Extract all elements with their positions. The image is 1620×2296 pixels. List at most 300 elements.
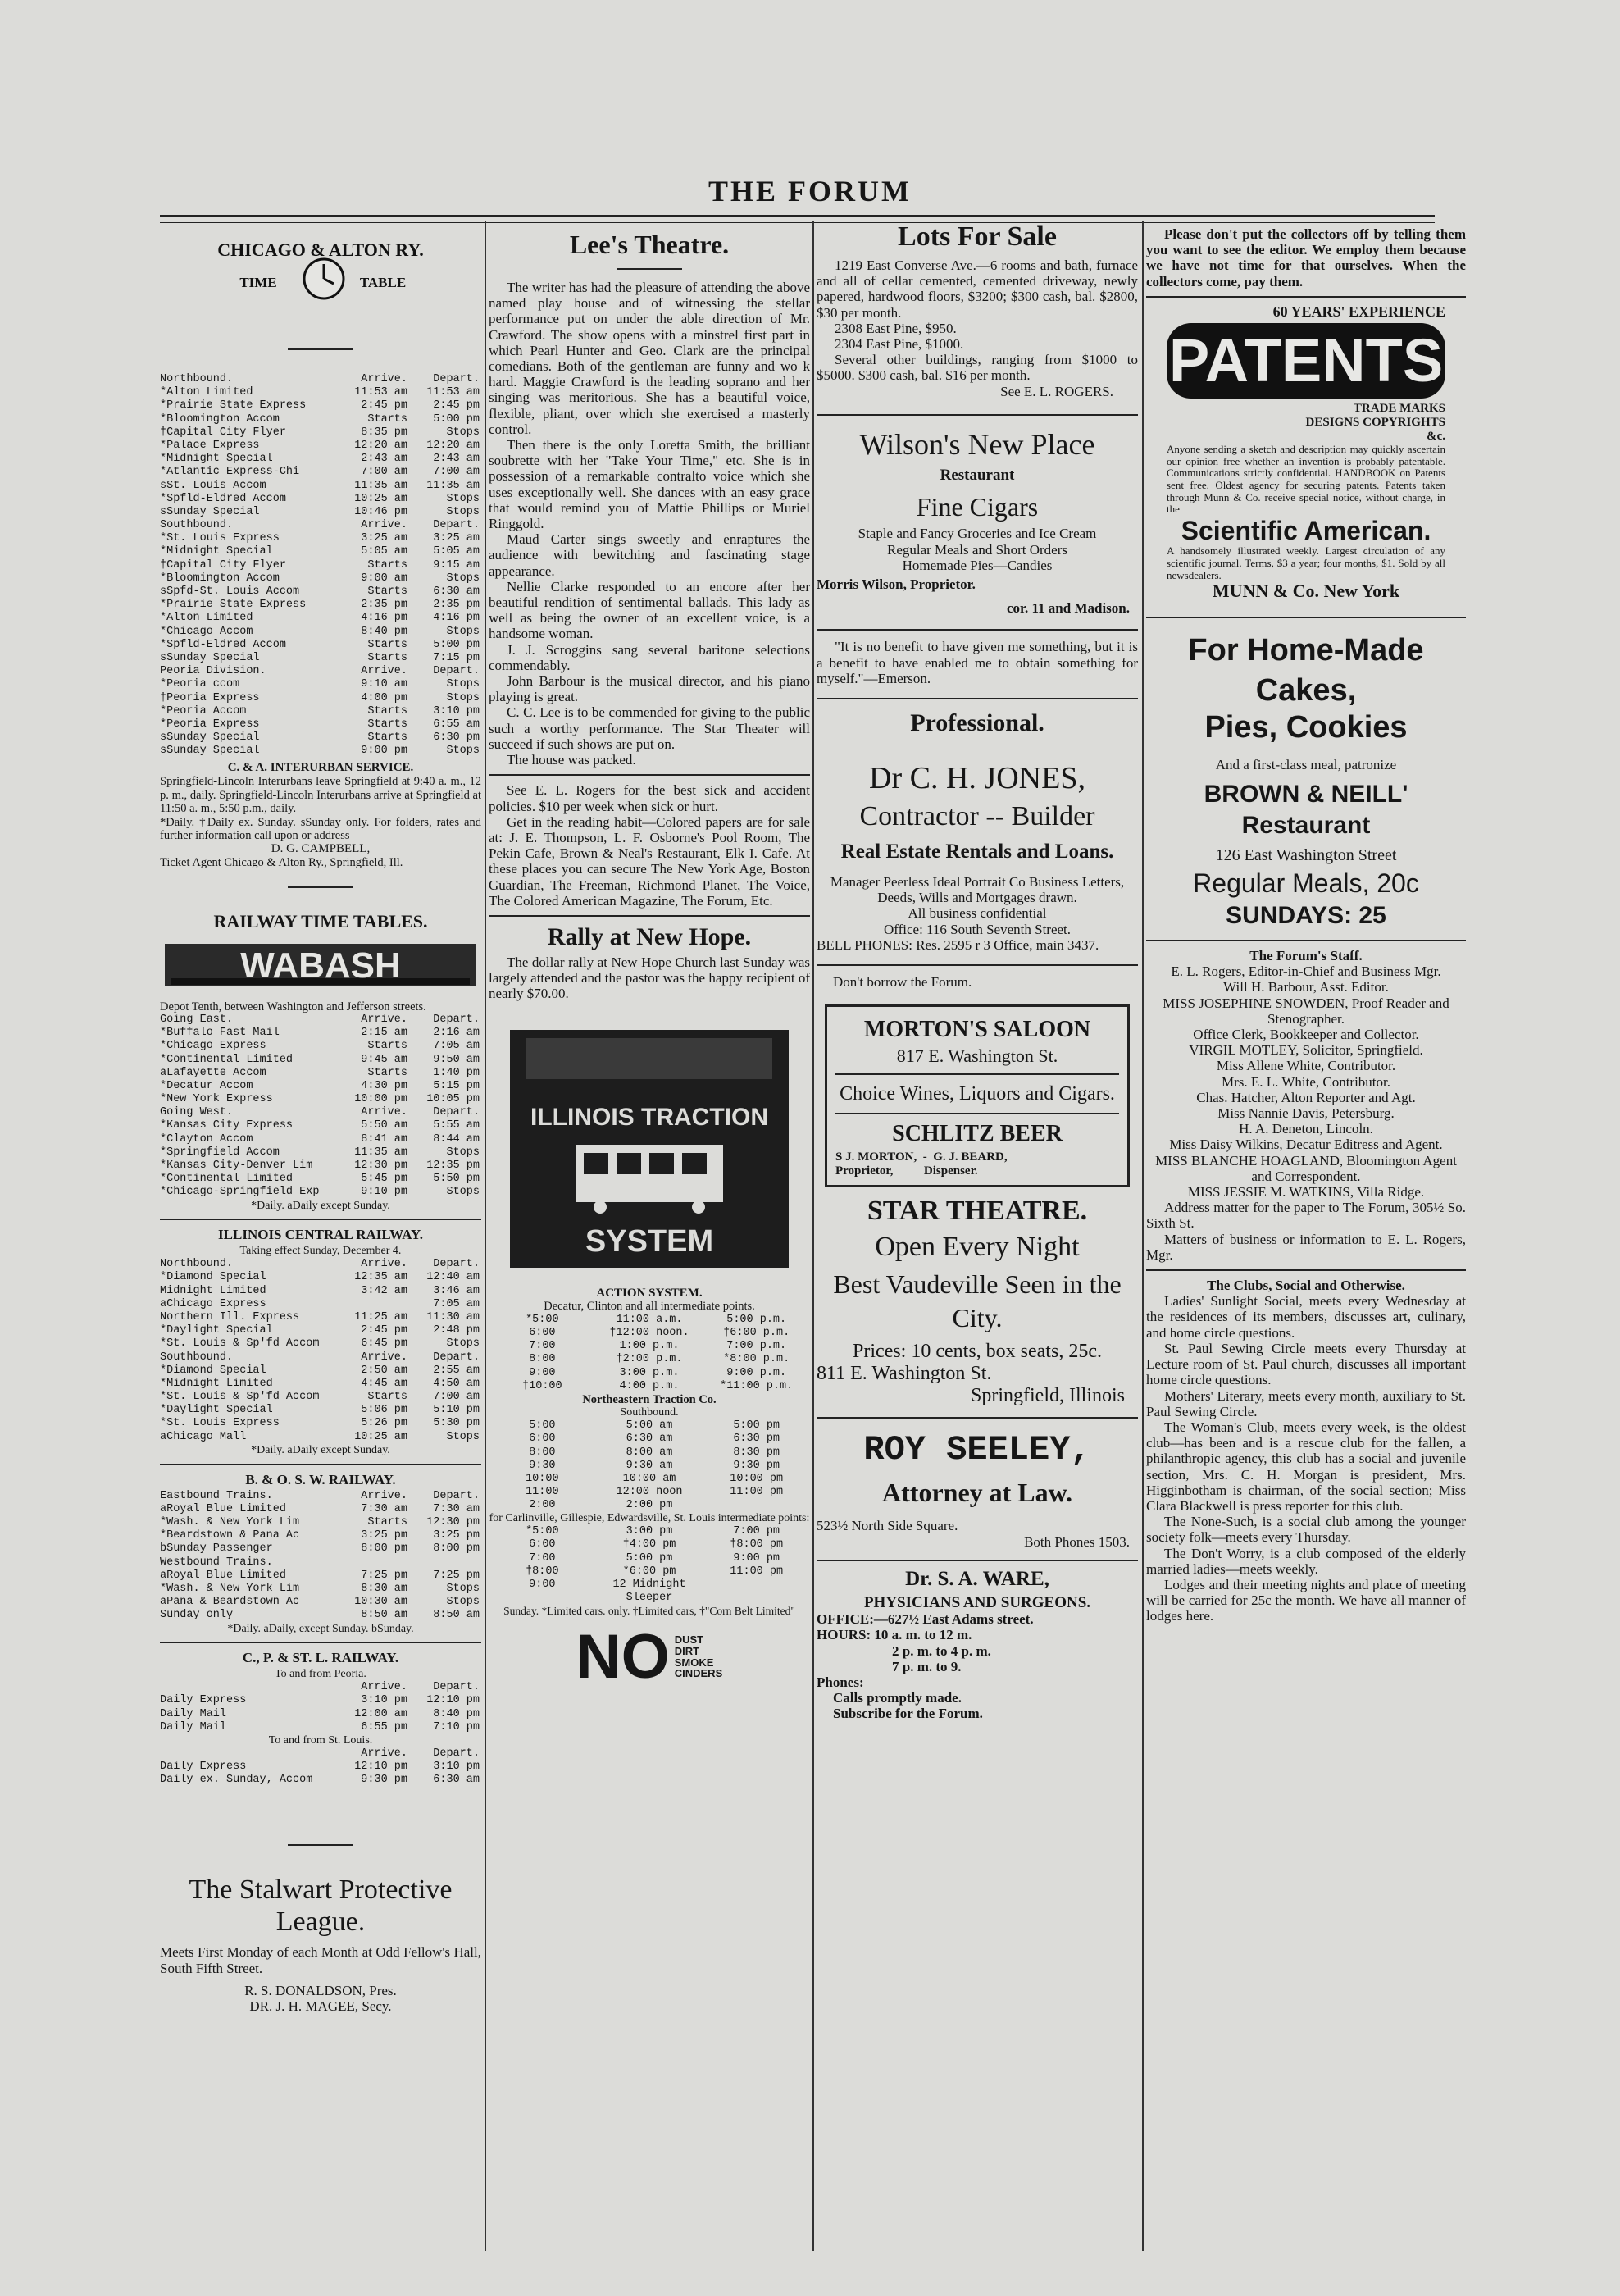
- arrive-time: Arrive.: [361, 373, 407, 385]
- depart-time: Depart.: [433, 519, 480, 532]
- train-name: Eastbound Trains.: [160, 1489, 273, 1502]
- northeastern-sub: Southbound.: [620, 1406, 679, 1419]
- cv-timetable: [489, 1525, 810, 1605]
- arrive-time: 4:45 am: [361, 1377, 407, 1390]
- emerson-quote: "It is no benefit to have given me something, but it is a benefit to have enabled me to obtain something for myself."—Emerson.: [817, 639, 1138, 686]
- timetable-row: [160, 612, 481, 625]
- arrive-time: 12:00 am: [354, 1707, 407, 1720]
- masthead: THE FORUM: [708, 175, 912, 207]
- timetable-row: [160, 731, 481, 745]
- train-name: [160, 1681, 340, 1694]
- schedule-time: 1:00 p.m.: [619, 1340, 680, 1353]
- cps-from-stl: To and from St. Louis.: [268, 1733, 373, 1747]
- schedule-time: †10:00: [522, 1379, 562, 1392]
- brown-addr: 126 East Washington Street: [1215, 846, 1397, 865]
- wilson-addr: cor. 11 and Madison.: [1006, 600, 1130, 617]
- train-name: Daily Mail: [160, 1720, 227, 1733]
- no-dust-ad: [489, 1621, 810, 1692]
- wabash-train-icon: [160, 939, 481, 991]
- arrive-time: 11:35 am: [354, 1146, 407, 1159]
- arrive-time: 5:26 pm: [361, 1417, 407, 1430]
- train-name: *Daylight Special: [160, 1404, 273, 1417]
- depart-time: 7:10 pm: [433, 1720, 480, 1733]
- jones-title: Contractor -- Builder: [859, 800, 1095, 831]
- bosw-title: B. & O. S. W. RAILWAY.: [245, 1471, 396, 1487]
- timetable-row: [160, 1516, 481, 1529]
- homemade-2: Cakes,: [1255, 673, 1357, 708]
- divider: [1146, 296, 1466, 298]
- alton-logo-left: TIME: [239, 275, 277, 290]
- depart-time: 11:35 am: [426, 479, 480, 492]
- staff-line: Chas. Hatcher, Alton Reporter and Agt.: [1196, 1089, 1416, 1105]
- depart-time: 10:05 pm: [426, 1093, 480, 1106]
- train-name: *Kansas City-Denver Lim: [160, 1159, 313, 1172]
- lots-pine2: 2304 East Pine, $1000.: [835, 336, 964, 353]
- depart-time: 6:30 am: [433, 1774, 480, 1787]
- jones-phones: BELL PHONES: Res. 2595 r 3 Office, main 3437.: [817, 936, 1099, 953]
- arrive-time: 12:10 pm: [354, 1760, 407, 1773]
- timetable-row: [160, 1080, 481, 1093]
- divider: [1146, 940, 1466, 941]
- depart-time: Depart.: [433, 1106, 480, 1119]
- timetable-row: [160, 532, 481, 545]
- arrive-time: Starts: [367, 651, 407, 664]
- schedule-row: [489, 1327, 810, 1340]
- schedule-time: *5:00: [526, 1313, 559, 1326]
- schedule-time: 11:00 pm: [730, 1486, 784, 1499]
- jones-office: Office: 116 South Seventh Street.: [883, 921, 1072, 937]
- timetable-row: [160, 665, 481, 678]
- arrive-time: 11:25 am: [354, 1310, 407, 1323]
- stalwart-pres: R. S. DONALDSON, Pres.: [244, 1982, 397, 1998]
- staff-line: Miss Nannie Davis, Petersburg.: [1217, 1105, 1395, 1122]
- schedule-row: [489, 1565, 810, 1578]
- seeley-name: ROY SEELEY,: [863, 1430, 1091, 1470]
- seeley-addr: 523½ North Side Square.: [817, 1518, 958, 1534]
- depart-time: 6:30 pm: [433, 731, 480, 745]
- traction-streetcar-icon: [502, 1022, 797, 1276]
- bosw-timetable: [160, 1490, 481, 1623]
- arrive-time: 10:46 pm: [354, 505, 407, 518]
- train-name: sSt. Louis Accom: [160, 479, 266, 492]
- timetable-row: [160, 1694, 481, 1707]
- schedule-time: †8:00: [526, 1565, 559, 1578]
- timetable-row: [160, 1681, 481, 1694]
- train-name: *Springfield Accom: [160, 1146, 280, 1159]
- schedule-row: [489, 1340, 810, 1353]
- schedule-time: 10:00 am: [622, 1472, 676, 1485]
- arrive-time: 8:50 am: [361, 1609, 407, 1622]
- staff-list: [1146, 963, 1466, 1200]
- depart-time: 3:46 am: [433, 1284, 480, 1297]
- depart-time: Stops: [446, 678, 480, 691]
- arrive-time: 9:10 am: [361, 678, 407, 691]
- arrive-time: 6:55 pm: [361, 1720, 407, 1733]
- ware-hours2: 2 p. m. to 4 p. m.: [892, 1642, 991, 1659]
- patents-years: 60 YEARS' EXPERIENCE: [1272, 303, 1445, 320]
- column-4: [1146, 221, 1466, 2255]
- clubs-p6: The Don't Worry, is a club composed of the elderly married ladies—meets weekly.: [1146, 1545, 1466, 1577]
- column-2: [489, 221, 810, 2255]
- clubs-p2: St. Paul Sewing Circle meets every Thursday at Lecture room of St. Paul church, discusses all important home circle questions.: [1146, 1340, 1466, 1388]
- depart-time: 8:40 pm: [433, 1707, 480, 1720]
- no-word-cinders: CINDERS: [674, 1667, 723, 1680]
- wilson-sub: Restaurant: [940, 466, 1015, 484]
- divider: [489, 774, 810, 776]
- train-name: aRoyal Blue Limited: [160, 1569, 286, 1582]
- depart-time: Depart.: [433, 1351, 480, 1364]
- arrive-time: Arrive.: [361, 1351, 407, 1364]
- timetable-row: [160, 1542, 481, 1556]
- train-name: *Chicago-Springfield Exp: [160, 1186, 320, 1199]
- cps-from-peoria: To and from Peoria.: [275, 1668, 366, 1681]
- depart-time: Stops: [446, 1186, 480, 1199]
- lots-text: 1219 East Converse Ave.—6 rooms and bath, furnace and all of cellar cemented, cemented driveway, newly papered, hardwood floors, $3200; $300 cash, bal. $2800, $30 per month.: [817, 257, 1138, 321]
- divider: [160, 1219, 481, 1220]
- train-name: *Midnight Special: [160, 453, 273, 466]
- interurban-text: Springfield-Lincoln Interurbans leave Springfield at 9:40 a. m., 12 p. m., daily. Springfield-Lincoln Interurbans arrive at Springfield at 11:50 a. m., 5:50 p.m., daily.: [160, 775, 481, 816]
- train-name: sSunday Special: [160, 651, 260, 664]
- arrive-time: 7:30 am: [361, 1502, 407, 1515]
- column-3: [817, 221, 1138, 2255]
- timetable-row: [160, 480, 481, 493]
- schedule-time: †6:00 p.m.: [723, 1327, 790, 1340]
- divider: [817, 629, 1138, 631]
- timetable-row: [160, 692, 481, 705]
- depart-time: 6:55 am: [433, 718, 480, 731]
- depart-time: 2:48 pm: [433, 1324, 480, 1337]
- depart-time: 2:16 am: [433, 1027, 480, 1040]
- depart-time: Stops: [446, 426, 480, 439]
- schedule-row: [489, 1552, 810, 1565]
- schedule-time: 11:00 a.m.: [616, 1313, 683, 1326]
- rogers-insurance: See E. L. Rogers for the best sick and accident policies. $10 per week when sick or hurt.: [489, 782, 810, 814]
- ware-calls: Calls promptly made.: [833, 1690, 962, 1706]
- arrive-time: 9:10 pm: [361, 1186, 407, 1199]
- timetable-row: [160, 1285, 481, 1298]
- lots-title: Lots For Sale: [898, 221, 1057, 252]
- morton-wines: Choice Wines, Liquors and Cigars.: [840, 1083, 1115, 1105]
- reading-habit: Get in the reading habit—Colored papers are for sale at: J. E. Thompson, L. F. Osborne's Pool Room, The Pekin Cafe, Brown & Neal's Restaurant, Elk I. Cafe. At these places you can secure The New York Age, Boston Guardian, The Freeman, Richmond Planet, The Voice, The Colored American Magazine, The Forum, Etc.: [489, 813, 810, 909]
- schedule-time: 4:00 p.m.: [619, 1379, 680, 1392]
- timetable-row: [160, 493, 481, 506]
- timetable-row: [160, 1159, 481, 1173]
- depart-time: 2:43 am: [433, 453, 480, 466]
- arrive-time: [340, 1556, 407, 1569]
- arrive-time: Arrive.: [361, 1258, 407, 1271]
- depart-time: 12:20 am: [426, 439, 480, 452]
- train-name: Going West.: [160, 1106, 234, 1119]
- wilson-prop: Morris Wilson, Proprietor.: [817, 576, 976, 592]
- depart-time: 12:30 pm: [426, 1516, 480, 1528]
- timetable-row: [160, 545, 481, 558]
- train-name: Midnight Limited: [160, 1284, 266, 1297]
- staff-line: MISS JESSIE M. WATKINS, Villa Ridge.: [1187, 1184, 1425, 1200]
- train-name: *Alton Limited: [160, 612, 253, 625]
- timetable-row: [160, 1298, 481, 1311]
- divider: [160, 1464, 481, 1465]
- ic-note: *Daily. aDaily except Sunday.: [251, 1443, 390, 1456]
- train-name: †Capital City Flyer: [160, 426, 286, 439]
- train-name: *Prairie State Express: [160, 399, 307, 412]
- seeley-title: Attorney at Law.: [882, 1478, 1072, 1508]
- lees-p7: C. C. Lee is to be commended for giving to the public such a worthy performance. The Star Theater will succeed if such shows are put on.: [489, 704, 810, 752]
- jones-sub: Real Estate Rentals and Loans.: [840, 840, 1114, 863]
- schedule-time: 5:00 pm: [733, 1419, 780, 1433]
- depart-time: 9:50 am: [433, 1053, 480, 1066]
- train-name: *Bloomington Accom: [160, 412, 280, 426]
- train-name: aLafayette Accom: [160, 1066, 266, 1079]
- depart-time: 12:35 pm: [426, 1159, 480, 1172]
- timetable-row: [160, 1378, 481, 1391]
- train-name: *Diamond Special: [160, 1364, 266, 1377]
- schedule-time: 6:30 am: [626, 1433, 673, 1446]
- depart-time: 8:50 am: [433, 1609, 480, 1622]
- arrive-time: Arrive.: [361, 1681, 407, 1694]
- clubs-p1: Ladies' Sunlight Social, meets every Wednesday at the residences of its members, discusses art, culinary, and home circle questions.: [1146, 1293, 1466, 1341]
- schedule-row: [489, 1353, 810, 1366]
- train-name: *Chicago Express: [160, 1040, 266, 1053]
- timetable-row: [160, 1106, 481, 1119]
- schedule-time: 9:00: [529, 1578, 556, 1592]
- arrive-time: Starts: [367, 1040, 407, 1053]
- schedule-time: 7:00 pm: [733, 1525, 780, 1538]
- dont-borrow: Don't borrow the Forum.: [833, 973, 972, 990]
- divider: [1146, 1269, 1466, 1271]
- schedule-row: [489, 1473, 810, 1486]
- depart-time: Stops: [446, 505, 480, 518]
- bosw-note: *Daily. aDaily, except Sunday. bSunday.: [227, 1622, 414, 1635]
- star-addr: 811 E. Washington St.: [817, 1363, 992, 1385]
- wabash-depot: Depot Tenth, between Washington and Jefferson streets.: [160, 1000, 426, 1014]
- train-name: sSunday Special: [160, 731, 260, 745]
- no-word-dust: DUST: [674, 1633, 704, 1647]
- ware-title: PHYSICIANS AND SURGEONS.: [863, 1593, 1091, 1611]
- schedule-row: [489, 1538, 810, 1551]
- arrive-time: 8:40 pm: [361, 625, 407, 638]
- train-name: Peoria Division.: [160, 665, 266, 678]
- depart-time: 4:50 am: [433, 1377, 480, 1390]
- lots-see: See E. L. ROGERS.: [1000, 383, 1113, 399]
- schedule-time: 8:00: [529, 1446, 556, 1459]
- schedule-time: [703, 1578, 810, 1605]
- ware-hours3: 7 p. m. to 9.: [892, 1658, 962, 1674]
- schedule-row: [489, 1578, 810, 1605]
- interurban-title: C. & A. INTERURBAN SERVICE.: [227, 761, 414, 775]
- schedule-time: †12:00 noon.: [609, 1327, 689, 1340]
- depart-time: [407, 1556, 480, 1569]
- staff-line: H. A. Deneton, Lincoln.: [1239, 1121, 1373, 1137]
- train-name: *Midnight Special: [160, 545, 273, 558]
- timetable-row: [160, 1014, 481, 1027]
- schedule-row: [489, 1499, 810, 1512]
- depart-time: Stops: [446, 625, 480, 638]
- arrive-time: 10:25 am: [354, 1430, 407, 1443]
- depart-time: 5:05 am: [433, 545, 480, 558]
- timetable-row: [160, 1761, 481, 1774]
- staff-line: MISS BLANCHE HOAGLAND, Bloomington Agent and Correspondent.: [1155, 1152, 1457, 1184]
- agent-name: D. G. CAMPBELL,: [271, 842, 371, 856]
- clubs-p4: The Woman's Club, meets every week, is the oldest club—has been and is a rescue club for the fallen, a philanthropic agency, this club has a social and juvenile section, Mrs. C. H. Morgan is president, Mrs. Higginbotham is chairman, of the social section; Miss Clara Blackwell is press reporter for this club.: [1146, 1419, 1466, 1514]
- clubs-title: The Clubs, Social and Otherwise.: [1207, 1278, 1405, 1294]
- timetable-row: [160, 1490, 481, 1503]
- schedule-time: †8:00 pm: [730, 1538, 784, 1551]
- depart-time: Stops: [446, 1337, 480, 1351]
- timetable-row: [160, 1258, 481, 1271]
- divider: [817, 964, 1138, 966]
- timetable-row: [160, 1431, 481, 1444]
- arrive-time: 10:30 am: [354, 1596, 407, 1609]
- alton-logo: [160, 238, 481, 308]
- depart-time: Depart.: [433, 1681, 480, 1694]
- traction-heading: ACTION SYSTEM.: [596, 1286, 703, 1300]
- lees-p3: Maud Carter sings sweetly and enraptures the audience with bewitching and fascinating stage appearance.: [489, 531, 810, 579]
- wilson-title: Wilson's New Place: [859, 427, 1095, 461]
- arrive-time: Starts: [367, 558, 407, 572]
- timetable-row: [160, 1721, 481, 1734]
- arrive-time: Arrive.: [361, 1489, 407, 1502]
- schedule-time: [703, 1499, 810, 1512]
- timetable-row: [160, 1186, 481, 1199]
- depart-time: Depart.: [433, 1489, 480, 1502]
- timetable-row: [160, 639, 481, 652]
- train-name: aPana & Beardstown Ac: [160, 1596, 300, 1609]
- arrive-time: Starts: [367, 1391, 407, 1404]
- timetable-row: [160, 1146, 481, 1159]
- subscribe: Subscribe for the Forum.: [833, 1706, 983, 1722]
- staff-business: Matters of business or information to E. L. Rogers, Mgr.: [1146, 1231, 1466, 1263]
- timetable-row: [160, 1133, 481, 1146]
- train-name: Going East.: [160, 1013, 234, 1026]
- train-name: *St. Louis & Sp'fd Accom: [160, 1391, 320, 1404]
- depart-time: 3:25 am: [433, 532, 480, 545]
- morton-addr: 817 E. Washington St.: [896, 1046, 1058, 1067]
- schedule-time: *11:00 p.m.: [720, 1379, 794, 1392]
- schedule-row: [489, 1380, 810, 1393]
- staff-title: The Forum's Staff.: [1249, 948, 1363, 964]
- column-divider: [812, 221, 814, 2251]
- railway-heading: RAILWAY TIME TABLES.: [213, 910, 428, 932]
- train-name: [160, 1747, 340, 1761]
- train-name: *Midnight Limited: [160, 1377, 273, 1390]
- schedule-row: [489, 1446, 810, 1460]
- depart-time: 3:10 pm: [433, 704, 480, 718]
- depart-time: 5:50 pm: [433, 1173, 480, 1186]
- train-name: *Peoria Express: [160, 718, 260, 731]
- train-name: bSunday Passenger: [160, 1542, 273, 1556]
- divider: [617, 268, 682, 270]
- train-name: Southbound.: [160, 1351, 234, 1364]
- divider: [835, 1073, 1119, 1075]
- schedule-time: *5:00: [526, 1525, 559, 1538]
- timetable-row: [160, 1093, 481, 1106]
- schedule-row: [489, 1314, 810, 1327]
- rally-text: The dollar rally at New Hope Church last Sunday was largely attended and the pastor was the happy recipient of nearly $70.00.: [489, 954, 810, 1002]
- schedule-time: 10:00 pm: [730, 1472, 784, 1485]
- arrive-time: Starts: [367, 585, 407, 598]
- traction-logo-bottom: SYSTEM: [585, 1223, 714, 1259]
- train-name: Daily Express: [160, 1760, 247, 1773]
- timetable-row: [160, 652, 481, 665]
- arrive-time: 9:30 pm: [361, 1774, 407, 1787]
- morton-title: MORTON'S SALOON: [863, 1017, 1091, 1043]
- lees-p1: The writer has had the pleasure of attending the above named play house and of witnessing the stellar performance put on under the able direction of Mr. Crawford. The show opens with a minstrel first part in which Pearl Hunter and Geo. Clark are the principal comedians. Both of the gentleman are funny and wo k hard. Maggie Crawford is the leading soprano and her singing was meritorious. She has a beautiful voice, flexible, pliant, over which she exercised a masterly control.: [489, 280, 810, 437]
- depart-time: 8:00 pm: [433, 1542, 480, 1556]
- timetable-row: [160, 705, 481, 718]
- depart-time: 7:00 am: [433, 466, 480, 479]
- arrive-time: Arrive.: [361, 519, 407, 532]
- timetable-row: [160, 1337, 481, 1351]
- schedule-time: 9:30 am: [626, 1459, 673, 1472]
- depart-time: Stops: [446, 1430, 480, 1443]
- lees-p6: John Barbour is the musical director, and his piano playing is great.: [489, 673, 810, 705]
- schedule-time: 6:30 pm: [733, 1433, 780, 1446]
- timetable-row: [160, 1569, 481, 1583]
- arrive-time: 4:00 pm: [361, 691, 407, 704]
- timetable-row: [160, 1067, 481, 1080]
- schedule-time: 5:00 p.m.: [726, 1313, 787, 1326]
- train-name: *Beardstown & Pana Ac: [160, 1529, 300, 1542]
- timetable-row: [160, 1351, 481, 1364]
- star-prices: Prices: 10 cents, box seats, 25c.: [853, 1341, 1102, 1363]
- train-name: sSpfd-St. Louis Accom: [160, 585, 300, 598]
- schedule-time: 7:00 p.m.: [726, 1340, 787, 1353]
- arrive-time: 3:10 pm: [361, 1694, 407, 1707]
- lots-pine1: 2308 East Pine, $950.: [835, 320, 957, 336]
- clubs-p7: Lodges and their meeting nights and place of meeting will be carried for 25c the month. We have all manner of lodges here.: [1146, 1576, 1466, 1624]
- depart-time: Depart.: [433, 665, 480, 678]
- schedule-row: [489, 1433, 810, 1446]
- divider: [817, 1560, 1138, 1561]
- timetable-row: [160, 1391, 481, 1404]
- timetable-row: [160, 718, 481, 731]
- stalwart-title: The Stalwart Protective League.: [189, 1875, 453, 1938]
- schedule-time: 5:00 pm: [626, 1551, 673, 1565]
- morton-roles: Proprietor, Dispenser.: [835, 1164, 978, 1178]
- brown-name: BROWN & NEILL': [1204, 781, 1408, 809]
- divider: [288, 886, 353, 888]
- timetable-row: [160, 1404, 481, 1417]
- schedule-time: 9:00 p.m.: [726, 1366, 787, 1379]
- timetable-row: [160, 506, 481, 519]
- arrive-time: 5:06 pm: [361, 1404, 407, 1417]
- staff-line: VIRGIL MOTLEY, Solicitor, Springfield.: [1189, 1042, 1423, 1059]
- staff-line: E. L. Rogers, Editor-in-Chief and Business Mgr.: [1171, 963, 1441, 980]
- arrive-time: 12:30 pm: [354, 1159, 407, 1172]
- timetable-row: [160, 1596, 481, 1609]
- ware-name: Dr. S. A. WARE,: [905, 1567, 1049, 1590]
- no-big: NO: [576, 1621, 670, 1692]
- timetable-row: [160, 440, 481, 453]
- arrive-time: 2:45 pm: [361, 399, 407, 412]
- depart-time: Depart.: [433, 1258, 480, 1271]
- depart-time: Stops: [446, 572, 480, 585]
- lees-title: Lee's Theatre.: [569, 230, 730, 259]
- schedule-row: [489, 1525, 810, 1538]
- train-name: *Diamond Special: [160, 1271, 266, 1284]
- divider: [160, 1642, 481, 1643]
- schedule-time: 12 Midnight Sleeper: [612, 1578, 686, 1605]
- train-name: †Capital City Flyer: [160, 558, 286, 572]
- arrive-time: 2:43 am: [361, 453, 407, 466]
- timetable-row: [160, 1503, 481, 1516]
- timetable-row: [160, 1364, 481, 1378]
- arrive-time: 4:16 pm: [361, 612, 407, 625]
- timetable-row: [160, 1324, 481, 1337]
- train-name: *Continental Limited: [160, 1173, 294, 1186]
- schedule-time: 7:00: [529, 1340, 556, 1353]
- timetable-row: [160, 559, 481, 572]
